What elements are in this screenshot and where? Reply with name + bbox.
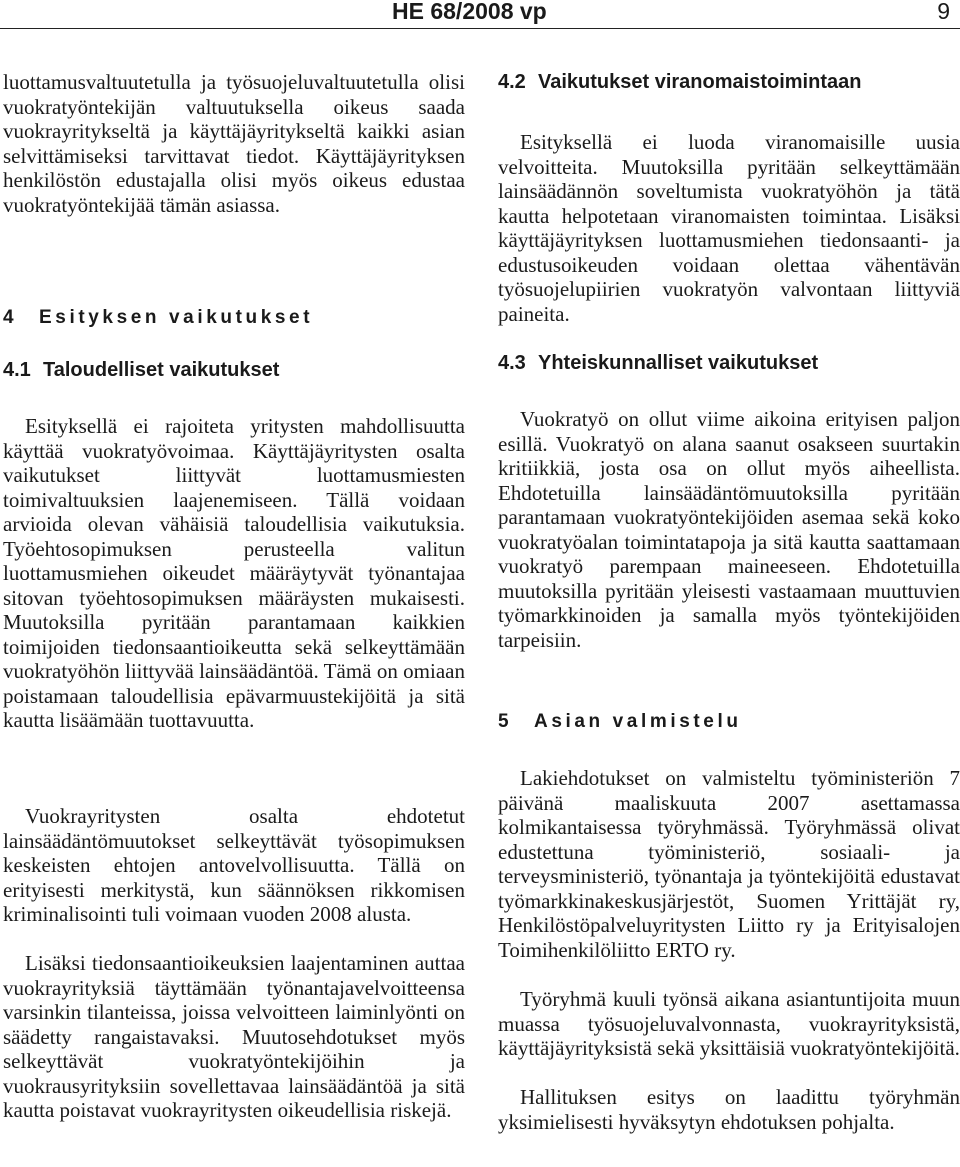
section-number: 5 bbox=[498, 711, 509, 732]
section-4-2-heading bbox=[498, 70, 960, 94]
page-number: 9 bbox=[937, 0, 950, 24]
document-id: HE 68/2008 vp bbox=[392, 0, 547, 24]
page-header bbox=[0, 0, 960, 29]
section-title: Taloudelliset vaikutukset bbox=[43, 359, 280, 381]
paragraph: Esityksellä ei luoda viranomaisille uusia velvoitteita. Muutoksilla pyritään selkeyttämään lainsäädännön soveltumista vuokratyöhön ja tätä kautta helpotetaan viranomaisten toimintaa. Lisäksi käyttäjäyrityksen luottamusmiehen tiedonsaanti- ja edustusoikeuden voidaan olettaa vähentävän työsuojelupiirien vuokratyön valvontaan liittyviä paineita. bbox=[498, 130, 960, 326]
section-number: 4.1 bbox=[3, 359, 31, 381]
left-column bbox=[3, 70, 465, 1123]
paragraph: Hallituksen esitys on laadittu työryhmän yksimielisesti hyväksytyn ehdotuksen pohjalta. bbox=[498, 1085, 960, 1134]
section-title: Vaikutukset viranomaistoimintaan bbox=[538, 71, 862, 93]
paragraph: Vuokrayritysten osalta ehdotetut lainsäädäntömuutokset selkeyttävät työsopimuksen keskeisten ehtojen antovelvollisuutta. Tällä on erityisesti merkitystä, kun säännöksen rikkomisen kriminalisointi tuli voimaan vuoden 2008 alusta. bbox=[3, 804, 465, 926]
paragraph: Esityksellä ei rajoiteta yritysten mahdollisuutta käyttää vuokratyövoimaa. Käyttäjäyritysten osalta vaikutukset liittyvät luottamusmiesten toimivaltuuksien laajenemiseen. Tällä voidaan arvioida olevan vähäisiä taloudellisia vaikutuksia. Työehtosopimuksen perusteella valitun luottamusmiehen oikeudet määräytyvät työnantajaa sitovan työehtosopimuksen määräysten mukaisesti. Muutoksilla pyritään parantamaan kaikkien toimijoiden tiedonsaantioikeutta sekä selkeyttämään vuokratyöhön liittyvää lainsäädäntöä. Tämä on omiaan poistamaan taloudellisia epävarmuustekijöitä ja sitä kautta lisäämään tuottavuutta. bbox=[3, 414, 465, 732]
section-title: Asian valmistelu bbox=[534, 711, 742, 732]
section-number: 4.3 bbox=[498, 352, 526, 374]
section-4-heading bbox=[3, 306, 465, 330]
paragraph: Lisäksi tiedonsaantioikeuksien laajentaminen auttaa vuokrayrityksiä täyttämään työnantajavelvoitteensa varsinkin tilanteissa, joissa velvoitteen laiminlyönti on säädetty rangaistavaksi. Muutosehdotukset myös selkeyttävät vuokratyöntekijöihin ja vuokrausyrityksiin sovellettavaa lainsäädäntöä ja sitä kautta poistavat vuokrayritysten oikeudellisia riskejä. bbox=[3, 951, 465, 1122]
section-number: 4 bbox=[3, 307, 14, 328]
section-number: 4.2 bbox=[498, 71, 526, 93]
paragraph: Työryhmä kuuli työnsä aikana asiantuntijoita muun muassa työsuojeluvalvonnasta, vuokrayrityksistä, käyttäjäyrityksistä sekä yksittäisiä vuokratyöntekijöitä. bbox=[498, 987, 960, 1060]
right-column bbox=[498, 70, 960, 1134]
section-title: Yhteiskunnalliset vaikutukset bbox=[538, 352, 819, 374]
section-4-1-heading bbox=[3, 358, 465, 382]
section-5-heading bbox=[498, 710, 960, 734]
section-4-3-heading bbox=[498, 351, 960, 375]
paragraph: Vuokratyö on ollut viime aikoina erityisen paljon esillä. Vuokratyö on alana saanut osakseen suurtakin kritiikkiä, josta osa on ollut myös aiheellista. Ehdotetuilla lainsäädäntömuutoksilla pyritään parantamaan vuokratyöntekijöiden asemaa sekä koko vuokratyöalan toimintatapoja ja sitä kautta saattamaan vuokratyö parempaan maineeseen. Ehdotetuilla muutoksilla pyritään yleisesti vastaamaan muuttuvien työmarkkinoiden ja samalla myös työntekijöiden tarpeisiin. bbox=[498, 407, 960, 652]
paragraph: Lakiehdotukset on valmisteltu työministeriön 7 päivänä maaliskuuta 2007 asettamassa kolmikantaisessa työryhmässä. Työryhmässä olivat edustettuna työministeriö, sosiaali- ja terveysministeriö, työnantaja ja työntekijöitä edustavat työmarkkinakeskusjärjestöt, Suomen Yrittäjät ry, Henkilöstöpalveluyritysten Liitto ry ja Erityisalojen Toimihenkilöliitto ERTO ry. bbox=[498, 766, 960, 962]
section-title: Esityksen vaikutukset bbox=[39, 307, 314, 328]
continued-paragraph: luottamusvaltuutetulla ja työsuojeluvaltuutetulla olisi vuokratyöntekijän valtuutuksella oikeus saada vuokrayritykseltä ja käyttäjäyritykseltä kaikki asian selvittämiseksi tarvittavat tiedot. Käyttäjäyrityksen henkilöstön edustajalla olisi myös oikeus edustaa vuokratyöntekijää tämän asiassa. bbox=[3, 70, 465, 217]
